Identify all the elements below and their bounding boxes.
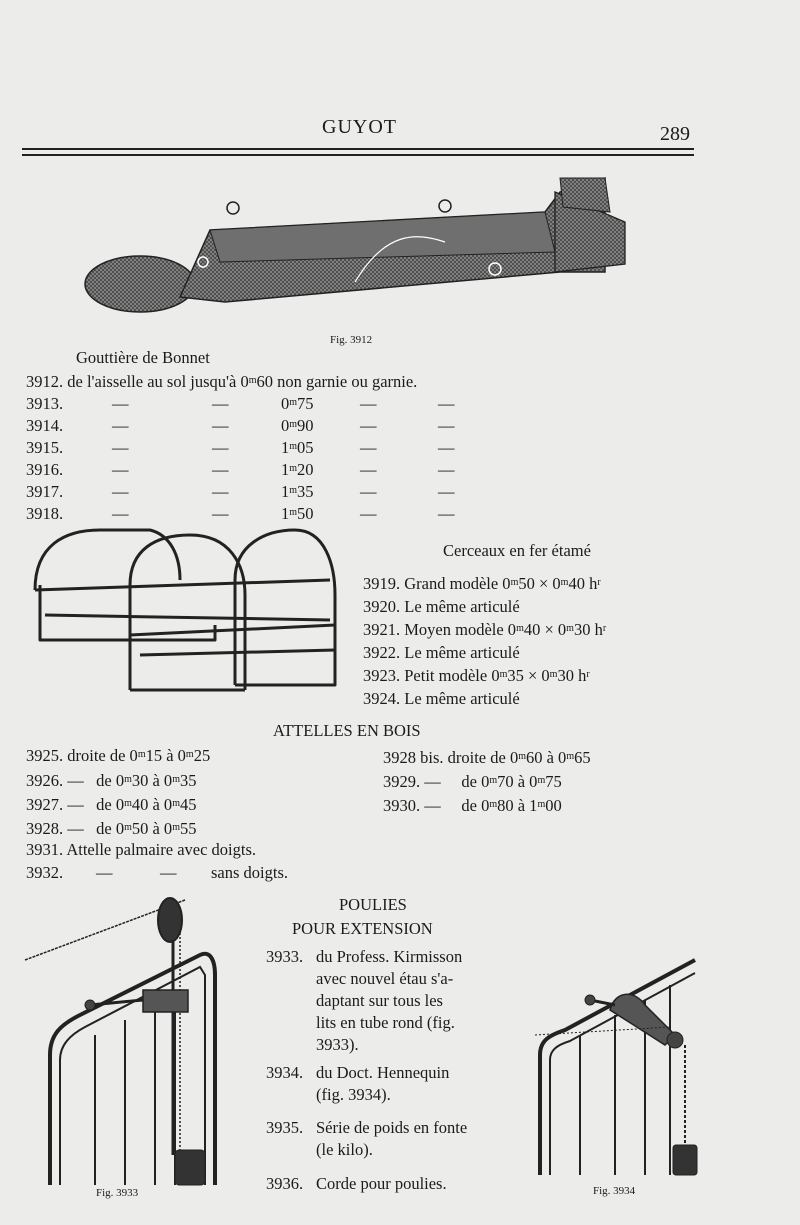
- gouttiere-row-3912: [26, 372, 417, 392]
- size: 1$^m$05: [281, 438, 314, 457]
- ditto-dash: —: [212, 482, 229, 501]
- ditto-dash: —: [438, 438, 455, 457]
- attelle-item: 3927. — de 0$^m$40 à 0$^m$45: [26, 795, 197, 814]
- ditto-dash: —: [360, 460, 377, 479]
- gouttiere-row-3913: [26, 394, 63, 414]
- poulie-line: 3933).: [316, 1035, 359, 1054]
- item-desc: de l'aisselle au sol jusqu'à: [67, 372, 237, 391]
- ditto-dash: —: [438, 416, 455, 435]
- item-number: 3915.: [26, 438, 64, 457]
- ditto-dash: —: [438, 460, 455, 479]
- ditto-dash: —: [438, 504, 455, 523]
- poulie-line: Corde pour poulies.: [316, 1174, 447, 1193]
- cerceaux-item: 3922. Le même articulé: [363, 643, 520, 662]
- ditto-dash: —: [212, 394, 229, 413]
- attelle-item: 3926. — de 0$^m$30 à 0$^m$35: [26, 771, 197, 790]
- size-cm: 60: [256, 372, 273, 391]
- item-number: 3913.: [26, 394, 64, 413]
- ditto-dash: —: [212, 460, 229, 479]
- poulie-number: 3933.: [266, 947, 304, 966]
- ditto-dash: —: [160, 863, 177, 882]
- poulie-line: (le kilo).: [316, 1140, 373, 1159]
- ditto-dash: —: [212, 504, 229, 523]
- fig-3933-illustration: [25, 885, 250, 1190]
- attelles-title: ATTELLES EN BOIS: [273, 721, 421, 740]
- ditto-dash: —: [112, 438, 129, 457]
- poulie-line: Série de poids en fonte: [316, 1118, 468, 1137]
- unit: m: [248, 375, 257, 386]
- attelle-item: 3928. — de 0$^m$50 à 0$^m$55: [26, 819, 197, 838]
- size: 1$^m$50: [281, 504, 314, 523]
- poulie-line: avec nouvel étau s'a-: [316, 969, 454, 988]
- size: 1$^m$35: [281, 482, 314, 501]
- ditto-dash: —: [360, 504, 377, 523]
- ditto-dash: —: [438, 394, 455, 413]
- fig-3933-caption: Fig. 3933: [96, 1187, 139, 1199]
- gouttiere-row-3916: [26, 460, 63, 480]
- ditto-dash: —: [96, 863, 113, 882]
- fig-3934-illustration: [535, 955, 700, 1180]
- attelle-item: 3930. — de 0$^m$80 à 1$^m$00: [383, 796, 562, 815]
- item-number: 3916.: [26, 460, 64, 479]
- ditto-dash: —: [112, 416, 129, 435]
- page-number: 289: [660, 123, 690, 145]
- item-number: 3918.: [26, 504, 64, 523]
- item-number: 3914.: [26, 416, 64, 435]
- ditto-dash: —: [212, 438, 229, 457]
- cerceaux-item: 3921. Moyen modèle $0^m40 \times 0^m30$ $h^r$: [363, 620, 607, 639]
- cerceaux-item: 3923. Petit modèle $0^m35 \times 0^m30$ $h^r$: [363, 666, 590, 685]
- gouttiere-row-3917: [26, 482, 63, 502]
- gouttiere-row-3915: [26, 438, 63, 458]
- ditto-dash: —: [112, 482, 129, 501]
- running-header: GUYOT: [322, 116, 397, 138]
- ditto-dash: —: [112, 504, 129, 523]
- attelle-palmaire: 3932.: [26, 863, 64, 882]
- size-meters: 0: [240, 372, 249, 391]
- gouttiere-title: Gouttière de Bonnet: [76, 348, 210, 367]
- cerceaux-item: 3919. Grand modèle $0^m50 \times 0^m40$ $h^r$: [363, 574, 601, 593]
- poulie-number: 3936.: [266, 1174, 304, 1193]
- attelle-item: 3925. droite de 0$^m$15 à 0$^m$25: [26, 746, 211, 765]
- cerceaux-item: 3924. Le même articulé: [363, 689, 520, 708]
- poulie-number: 3935.: [266, 1118, 304, 1137]
- item-number: 3912.: [26, 372, 64, 391]
- poulie-line: daptant sur tous les: [316, 991, 443, 1010]
- cerceaux-item: 3920. Le même articulé: [363, 597, 520, 616]
- size: 1$^m$20: [281, 460, 314, 479]
- ditto-dash: —: [360, 482, 377, 501]
- cerceaux-title: Cerceaux en fer étamé: [443, 541, 591, 560]
- poulies-subtitle: POUR EXTENSION: [292, 919, 433, 938]
- fig-3912-illustration: [85, 172, 630, 322]
- attelle-item: 3928 bis. droite de 0$^m$60 à 0$^m$65: [383, 748, 591, 767]
- item-tail: non garnie ou garnie.: [277, 372, 418, 391]
- gouttiere-row-3914: [26, 416, 63, 436]
- header-rule-bottom: [22, 154, 694, 156]
- poulie-number: 3934.: [266, 1063, 304, 1082]
- ditto-dash: —: [112, 460, 129, 479]
- size: 0$^m$90: [281, 416, 314, 435]
- size: 0$^m$75: [281, 394, 314, 413]
- ditto-dash: —: [360, 394, 377, 413]
- poulies-title: POULIES: [339, 895, 407, 914]
- attelle-palmaire: 3931. Attelle palmaire avec doigts.: [26, 840, 257, 859]
- item-number: 3917.: [26, 482, 64, 501]
- cerceaux-illustration: [30, 525, 350, 710]
- ditto-dash: —: [438, 482, 455, 501]
- poulie-line: du Profess. Kirmisson: [316, 947, 463, 966]
- poulie-line: du Doct. Hennequin: [316, 1063, 450, 1082]
- ditto-dash: —: [360, 416, 377, 435]
- gouttiere-row-3918: [26, 504, 63, 524]
- fig-3912-caption: Fig. 3912: [330, 334, 373, 346]
- attelle-item: 3929. — de 0$^m$70 à 0$^m$75: [383, 772, 562, 791]
- header-rule-top: [22, 148, 694, 150]
- poulie-line: lits en tube rond (fig.: [316, 1013, 455, 1032]
- ditto-dash: —: [212, 416, 229, 435]
- ditto-dash: —: [112, 394, 129, 413]
- poulie-line: (fig. 3934).: [316, 1085, 391, 1104]
- fig-3934-caption: Fig. 3934: [593, 1185, 636, 1197]
- ditto-dash: —: [360, 438, 377, 457]
- attelle-palmaire-desc: sans doigts.: [211, 863, 289, 882]
